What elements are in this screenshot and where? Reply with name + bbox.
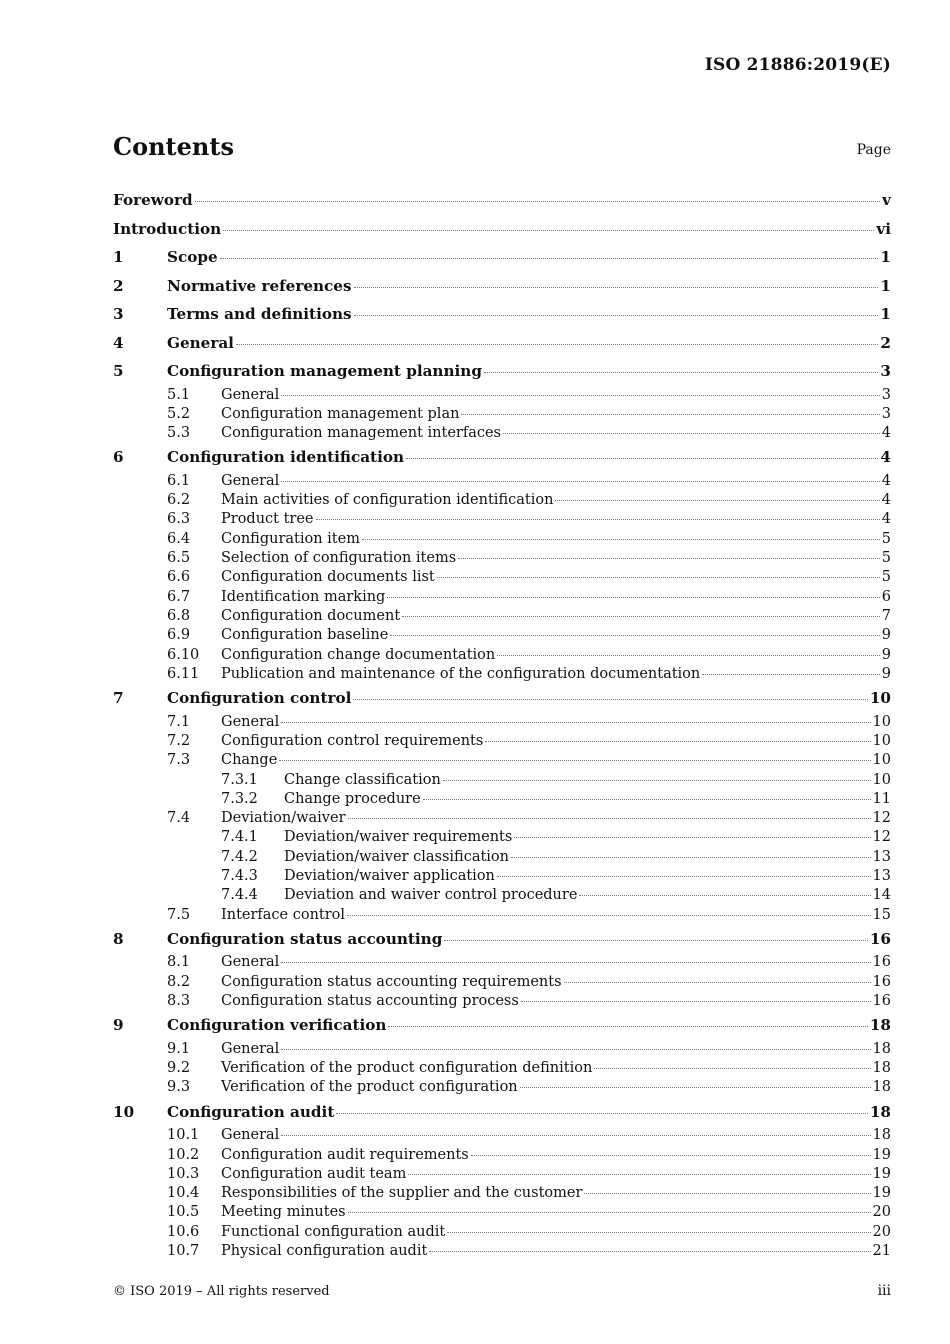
- toc-entry-label: Deviation/waiver classification: [284, 848, 509, 865]
- toc-entry[interactable]: [113, 973, 891, 992]
- toc-entry-label: Configuration status accounting requirements: [221, 973, 562, 990]
- toc-entry-label: Configuration baseline: [221, 627, 389, 644]
- dot-leader: [406, 457, 878, 459]
- toc-entry-number: 7.4.1: [221, 829, 258, 846]
- toc-entry-label: Configuration status accounting process: [221, 993, 519, 1010]
- toc-entry[interactable]: [113, 1126, 891, 1145]
- toc-entry[interactable]: [113, 732, 891, 751]
- toc-entry[interactable]: [113, 386, 891, 405]
- toc-entry-page: 4: [880, 448, 891, 467]
- toc-entry[interactable]: [113, 1184, 891, 1203]
- toc-entry[interactable]: [113, 1223, 891, 1242]
- toc-entry-page: 1: [880, 248, 891, 266]
- toc-entry-number: 1: [113, 248, 124, 266]
- toc-entry[interactable]: [113, 329, 891, 358]
- toc-entry[interactable]: [113, 215, 891, 244]
- toc-entry-page: 5: [881, 530, 891, 547]
- dot-leader: [281, 480, 879, 482]
- toc-entry-number: 3: [113, 305, 124, 323]
- dot-leader: [444, 939, 868, 941]
- dot-leader: [497, 875, 871, 877]
- toc-entry[interactable]: [113, 925, 891, 954]
- page-column-label: Page: [856, 142, 891, 158]
- toc-entry-page: vi: [876, 219, 891, 238]
- toc-entry-page: 18: [872, 1040, 891, 1057]
- toc-entry-number: 10.2: [167, 1146, 200, 1163]
- toc-entry-label: Deviation/waiver requirements: [284, 829, 513, 846]
- dot-leader: [437, 576, 880, 578]
- toc-entry[interactable]: [113, 886, 891, 905]
- toc-entry-page: 15: [872, 906, 891, 923]
- toc-entry-number: 9.2: [167, 1060, 191, 1077]
- toc-entry-label: Configuration management plan: [221, 405, 460, 422]
- toc-entry[interactable]: [113, 771, 891, 790]
- toc-entry-label: Configuration verification: [167, 1016, 387, 1035]
- toc-entry-label: General: [221, 713, 280, 730]
- toc-entry-page: 4: [881, 511, 891, 528]
- toc-entry-label: Change procedure: [284, 790, 421, 807]
- toc-entry[interactable]: [113, 992, 891, 1011]
- dot-leader: [511, 856, 871, 858]
- toc-entry-page: 4: [881, 425, 891, 442]
- toc-entry-label: Introduction: [113, 219, 222, 238]
- toc-entry-page: 13: [872, 848, 891, 865]
- toc-entry-label: Verification of the product configuration definition: [221, 1060, 593, 1077]
- dot-leader: [443, 779, 871, 781]
- toc-entry-label: Main activities of configuration identification: [221, 492, 554, 509]
- toc-entry[interactable]: [113, 713, 891, 732]
- toc-entry[interactable]: [113, 607, 891, 626]
- toc-entry-page: 9: [881, 665, 891, 682]
- dot-leader: [390, 634, 879, 636]
- toc-entry[interactable]: [113, 472, 891, 491]
- toc-entry-label: Normative references: [167, 276, 352, 295]
- dot-leader: [387, 596, 879, 598]
- toc-entry[interactable]: [113, 424, 891, 443]
- dot-leader: [195, 200, 881, 202]
- toc-entry-page: 20: [872, 1204, 891, 1221]
- dot-leader: [429, 1250, 870, 1252]
- toc-entry-label: Change classification: [284, 771, 441, 788]
- toc-entry-number: 8.3: [167, 993, 191, 1010]
- toc-entry-page: 1: [880, 276, 891, 295]
- dot-leader: [316, 518, 880, 520]
- dot-leader: [388, 1025, 867, 1027]
- toc-entry-page: 3: [880, 362, 891, 380]
- dot-leader: [362, 538, 880, 540]
- dot-leader: [702, 673, 880, 675]
- toc-entry-page: 12: [872, 810, 891, 827]
- toc-entry-page: 16: [872, 993, 891, 1010]
- toc-entry-number: 7.3.2: [221, 790, 258, 807]
- toc-entry-number: 10: [113, 1102, 135, 1121]
- toc-entry-page: 18: [872, 1127, 891, 1144]
- toc-entry[interactable]: [113, 1078, 891, 1097]
- toc-entry-page: 10: [872, 732, 891, 749]
- toc-entry-number: 5: [113, 362, 124, 380]
- toc-entry[interactable]: [113, 300, 891, 329]
- toc-entry[interactable]: [113, 510, 891, 529]
- toc-entry-number: 7.1: [167, 713, 191, 730]
- toc-entry[interactable]: [113, 491, 891, 510]
- dot-leader: [236, 343, 878, 345]
- toc-entry-number: 7.3: [167, 752, 191, 769]
- toc-entry-number: 10.7: [167, 1242, 200, 1259]
- dot-leader: [520, 1086, 871, 1088]
- dot-leader: [484, 371, 878, 373]
- toc-entry-label: General: [167, 333, 234, 352]
- toc-entry-page: 3: [881, 386, 891, 403]
- toc-entry-label: Terms and definitions: [167, 305, 352, 323]
- toc-entry[interactable]: [113, 443, 891, 472]
- toc-entry[interactable]: [113, 549, 891, 568]
- toc-entry-page: 9: [881, 627, 891, 644]
- toc-entry-label: Configuration audit team: [221, 1165, 407, 1182]
- toc-entry[interactable]: [113, 357, 891, 386]
- toc-entry-page: 2: [880, 333, 891, 352]
- dot-leader: [281, 721, 870, 723]
- toc-entry-label: Configuration audit: [167, 1102, 335, 1121]
- toc-entry-page: 18: [872, 1060, 891, 1077]
- toc-entry-number: 2: [113, 276, 124, 295]
- toc-entry-page: 10: [869, 689, 891, 708]
- toc-entry[interactable]: [113, 272, 891, 301]
- toc-entry-page: v: [882, 191, 891, 209]
- dot-leader: [336, 1112, 868, 1114]
- toc-entry[interactable]: [113, 1203, 891, 1222]
- toc-entry-page: 4: [881, 492, 891, 509]
- toc-entry[interactable]: [113, 953, 891, 972]
- toc-entry[interactable]: [113, 568, 891, 587]
- toc-entry-page: 13: [872, 868, 891, 885]
- toc-entry-number: 6.10: [167, 646, 200, 663]
- dot-leader: [281, 394, 879, 396]
- dot-leader: [471, 1154, 871, 1156]
- toc-entry-number: 7.3.1: [221, 771, 258, 788]
- dot-leader: [402, 615, 880, 617]
- toc-entry-number: 6: [113, 448, 124, 467]
- dot-leader: [354, 314, 879, 316]
- toc-entry-label: Identification marking: [221, 588, 386, 605]
- toc-entry-page: 19: [872, 1165, 891, 1182]
- toc-entry-label: Deviation and waiver control procedure: [284, 887, 578, 904]
- toc-entry[interactable]: [113, 848, 891, 867]
- toc-entry-number: 9.3: [167, 1079, 191, 1096]
- toc-entry-page: 14: [872, 887, 891, 904]
- toc-entry-number: 10.3: [167, 1165, 200, 1182]
- toc-entry[interactable]: [113, 828, 891, 847]
- toc-entry-page: 4: [881, 472, 891, 489]
- toc-entry[interactable]: [113, 665, 891, 684]
- dot-leader: [348, 1211, 871, 1213]
- dot-leader: [223, 229, 874, 231]
- toc-entry-page: 18: [869, 1016, 891, 1035]
- toc-entry-number: 6.5: [167, 550, 191, 567]
- toc-entry[interactable]: [113, 751, 891, 770]
- table-of-contents: [113, 186, 891, 1261]
- toc-entry-label: Physical configuration audit: [221, 1242, 428, 1259]
- toc-entry-page: 3: [881, 405, 891, 422]
- dot-leader: [279, 759, 870, 761]
- toc-entry-page: 12: [872, 829, 891, 846]
- toc-entry-label: Publication and maintenance of the configuration documentation: [221, 665, 701, 682]
- toc-entry-number: 6.4: [167, 530, 191, 547]
- toc-entry[interactable]: [113, 684, 891, 713]
- toc-entry-label: Meeting minutes: [221, 1204, 346, 1221]
- toc-entry-page: 6: [881, 588, 891, 605]
- toc-entry-label: Configuration audit requirements: [221, 1146, 469, 1163]
- toc-entry[interactable]: [113, 1040, 891, 1059]
- dot-leader: [461, 413, 879, 415]
- dot-leader: [348, 817, 871, 819]
- toc-entry-number: 9.1: [167, 1040, 191, 1057]
- toc-entry-number: 10.6: [167, 1223, 200, 1240]
- toc-entry-label: General: [221, 472, 280, 489]
- toc-entry[interactable]: [113, 646, 891, 665]
- toc-entry-page: 16: [872, 954, 891, 971]
- toc-entry-label: Foreword: [113, 191, 193, 209]
- document-identifier: ISO 21886:2019(E): [704, 55, 891, 75]
- dot-leader: [521, 1000, 871, 1002]
- toc-entry-label: Deviation/waiver application: [284, 868, 495, 885]
- toc-entry-label: Verification of the product configuration: [221, 1079, 518, 1096]
- toc-entry-label: General: [221, 954, 280, 971]
- toc-entry-page: 10: [872, 771, 891, 788]
- toc-entry-page: 20: [872, 1223, 891, 1240]
- toc-entry-label: Configuration identification: [167, 448, 405, 467]
- dot-leader: [497, 654, 880, 656]
- toc-entry-label: Functional configuration audit: [221, 1223, 446, 1240]
- toc-entry-number: 5.2: [167, 405, 191, 422]
- dot-leader: [353, 698, 867, 700]
- toc-entry[interactable]: [113, 626, 891, 645]
- toc-entry-number: 6.11: [167, 665, 200, 682]
- toc-entry-page: 16: [869, 929, 891, 948]
- copyright-notice: © ISO 2019 – All rights reserved: [113, 1284, 330, 1299]
- toc-entry-label: Responsibilities of the supplier and the customer: [221, 1185, 583, 1202]
- toc-entry-number: 5.3: [167, 425, 191, 442]
- toc-entry-number: 6.6: [167, 569, 191, 586]
- toc-entry-number: 6.9: [167, 627, 191, 644]
- toc-entry-number: 4: [113, 333, 124, 352]
- dot-leader: [503, 432, 880, 434]
- dot-leader: [281, 961, 870, 963]
- toc-entry-label: General: [221, 386, 280, 403]
- toc-entry-number: 7.4: [167, 810, 191, 827]
- toc-entry-number: 10.1: [167, 1127, 200, 1144]
- toc-entry[interactable]: [113, 1242, 891, 1261]
- toc-entry[interactable]: [113, 1146, 891, 1165]
- toc-entry-number: 5.1: [167, 386, 191, 403]
- toc-entry[interactable]: [113, 1165, 891, 1184]
- toc-entry[interactable]: [113, 588, 891, 607]
- toc-entry-number: 8.1: [167, 954, 191, 971]
- toc-entry-number: 6.7: [167, 588, 191, 605]
- toc-entry[interactable]: [113, 405, 891, 424]
- dot-leader: [594, 1067, 870, 1069]
- toc-entry[interactable]: [113, 530, 891, 549]
- toc-entry[interactable]: [113, 1011, 891, 1040]
- toc-entry-page: 19: [872, 1185, 891, 1202]
- toc-entry-label: Change: [221, 752, 278, 769]
- dot-leader: [447, 1231, 870, 1233]
- contents-title: Contents: [113, 132, 234, 161]
- dot-leader: [555, 499, 879, 501]
- toc-entry-page: 18: [869, 1102, 891, 1121]
- toc-entry-page: 7: [881, 607, 891, 624]
- toc-entry-page: 18: [872, 1079, 891, 1096]
- toc-entry-label: Selection of configuration items: [221, 550, 457, 567]
- dot-leader: [354, 286, 879, 288]
- toc-entry[interactable]: [113, 186, 891, 215]
- toc-entry-number: 7: [113, 689, 124, 708]
- toc-entry-label: General: [221, 1040, 280, 1057]
- toc-entry-page: 19: [872, 1146, 891, 1163]
- toc-entry-label: Configuration item: [221, 530, 360, 547]
- toc-entry-label: Configuration management interfaces: [221, 425, 501, 442]
- toc-entry-number: 9: [113, 1016, 124, 1035]
- toc-entry[interactable]: [113, 1059, 891, 1078]
- toc-entry-number: 7.5: [167, 906, 191, 923]
- toc-entry[interactable]: [113, 1098, 891, 1127]
- toc-entry-label: Configuration status accounting: [167, 929, 443, 948]
- toc-entry-label: Product tree: [221, 511, 314, 528]
- toc-entry-number: 8: [113, 929, 124, 948]
- toc-entry-label: Configuration document: [221, 607, 401, 624]
- toc-entry-page: 5: [881, 550, 891, 567]
- toc-entry-page: 21: [872, 1242, 891, 1259]
- toc-entry-number: 8.2: [167, 973, 191, 990]
- toc-entry[interactable]: [113, 243, 891, 272]
- toc-entry-number: 6.1: [167, 472, 191, 489]
- toc-entry-label: Configuration change documentation: [221, 646, 496, 663]
- dot-leader: [423, 798, 871, 800]
- dot-leader: [220, 257, 879, 259]
- toc-entry-number: 6.8: [167, 607, 191, 624]
- toc-entry-number: 6.2: [167, 492, 191, 509]
- dot-leader: [347, 914, 871, 916]
- toc-entry-page: 10: [872, 752, 891, 769]
- dot-leader: [564, 981, 871, 983]
- dot-leader: [408, 1173, 870, 1175]
- dot-leader: [281, 1134, 870, 1136]
- toc-entry-page: 5: [881, 569, 891, 586]
- toc-entry-page: 11: [872, 790, 891, 807]
- toc-entry-label: Scope: [167, 248, 218, 266]
- page-number: iii: [877, 1283, 891, 1299]
- toc-entry-label: Deviation/waiver: [221, 810, 346, 827]
- toc-entry-number: 7.4.4: [221, 887, 258, 904]
- dot-leader: [458, 557, 880, 559]
- toc-entry-number: 7.2: [167, 732, 191, 749]
- toc-entry-number: 10.4: [167, 1185, 200, 1202]
- toc-entry-page: 10: [872, 713, 891, 730]
- toc-entry-page: 16: [872, 973, 891, 990]
- toc-entry-label: Interface control: [221, 906, 346, 923]
- toc-entry-page: 9: [881, 646, 891, 663]
- toc-entry-number: 7.4.3: [221, 868, 258, 885]
- toc-entry-number: 10.5: [167, 1204, 200, 1221]
- dot-leader: [584, 1192, 870, 1194]
- toc-entry[interactable]: [113, 790, 891, 809]
- toc-entry-number: 7.4.2: [221, 848, 258, 865]
- dot-leader: [485, 740, 870, 742]
- dot-leader: [579, 894, 870, 896]
- toc-entry[interactable]: [113, 906, 891, 925]
- toc-entry-label: Configuration control: [167, 689, 352, 708]
- toc-entry-label: Configuration management planning: [167, 362, 482, 380]
- toc-entry-label: Configuration documents list: [221, 569, 435, 586]
- toc-entry[interactable]: [113, 867, 891, 886]
- toc-entry[interactable]: [113, 809, 891, 828]
- toc-entry-label: General: [221, 1127, 280, 1144]
- toc-entry-page: 1: [880, 305, 891, 323]
- toc-entry-number: 6.3: [167, 511, 191, 528]
- dot-leader: [281, 1048, 870, 1050]
- toc-entry-label: Configuration control requirements: [221, 732, 484, 749]
- dot-leader: [514, 836, 870, 838]
